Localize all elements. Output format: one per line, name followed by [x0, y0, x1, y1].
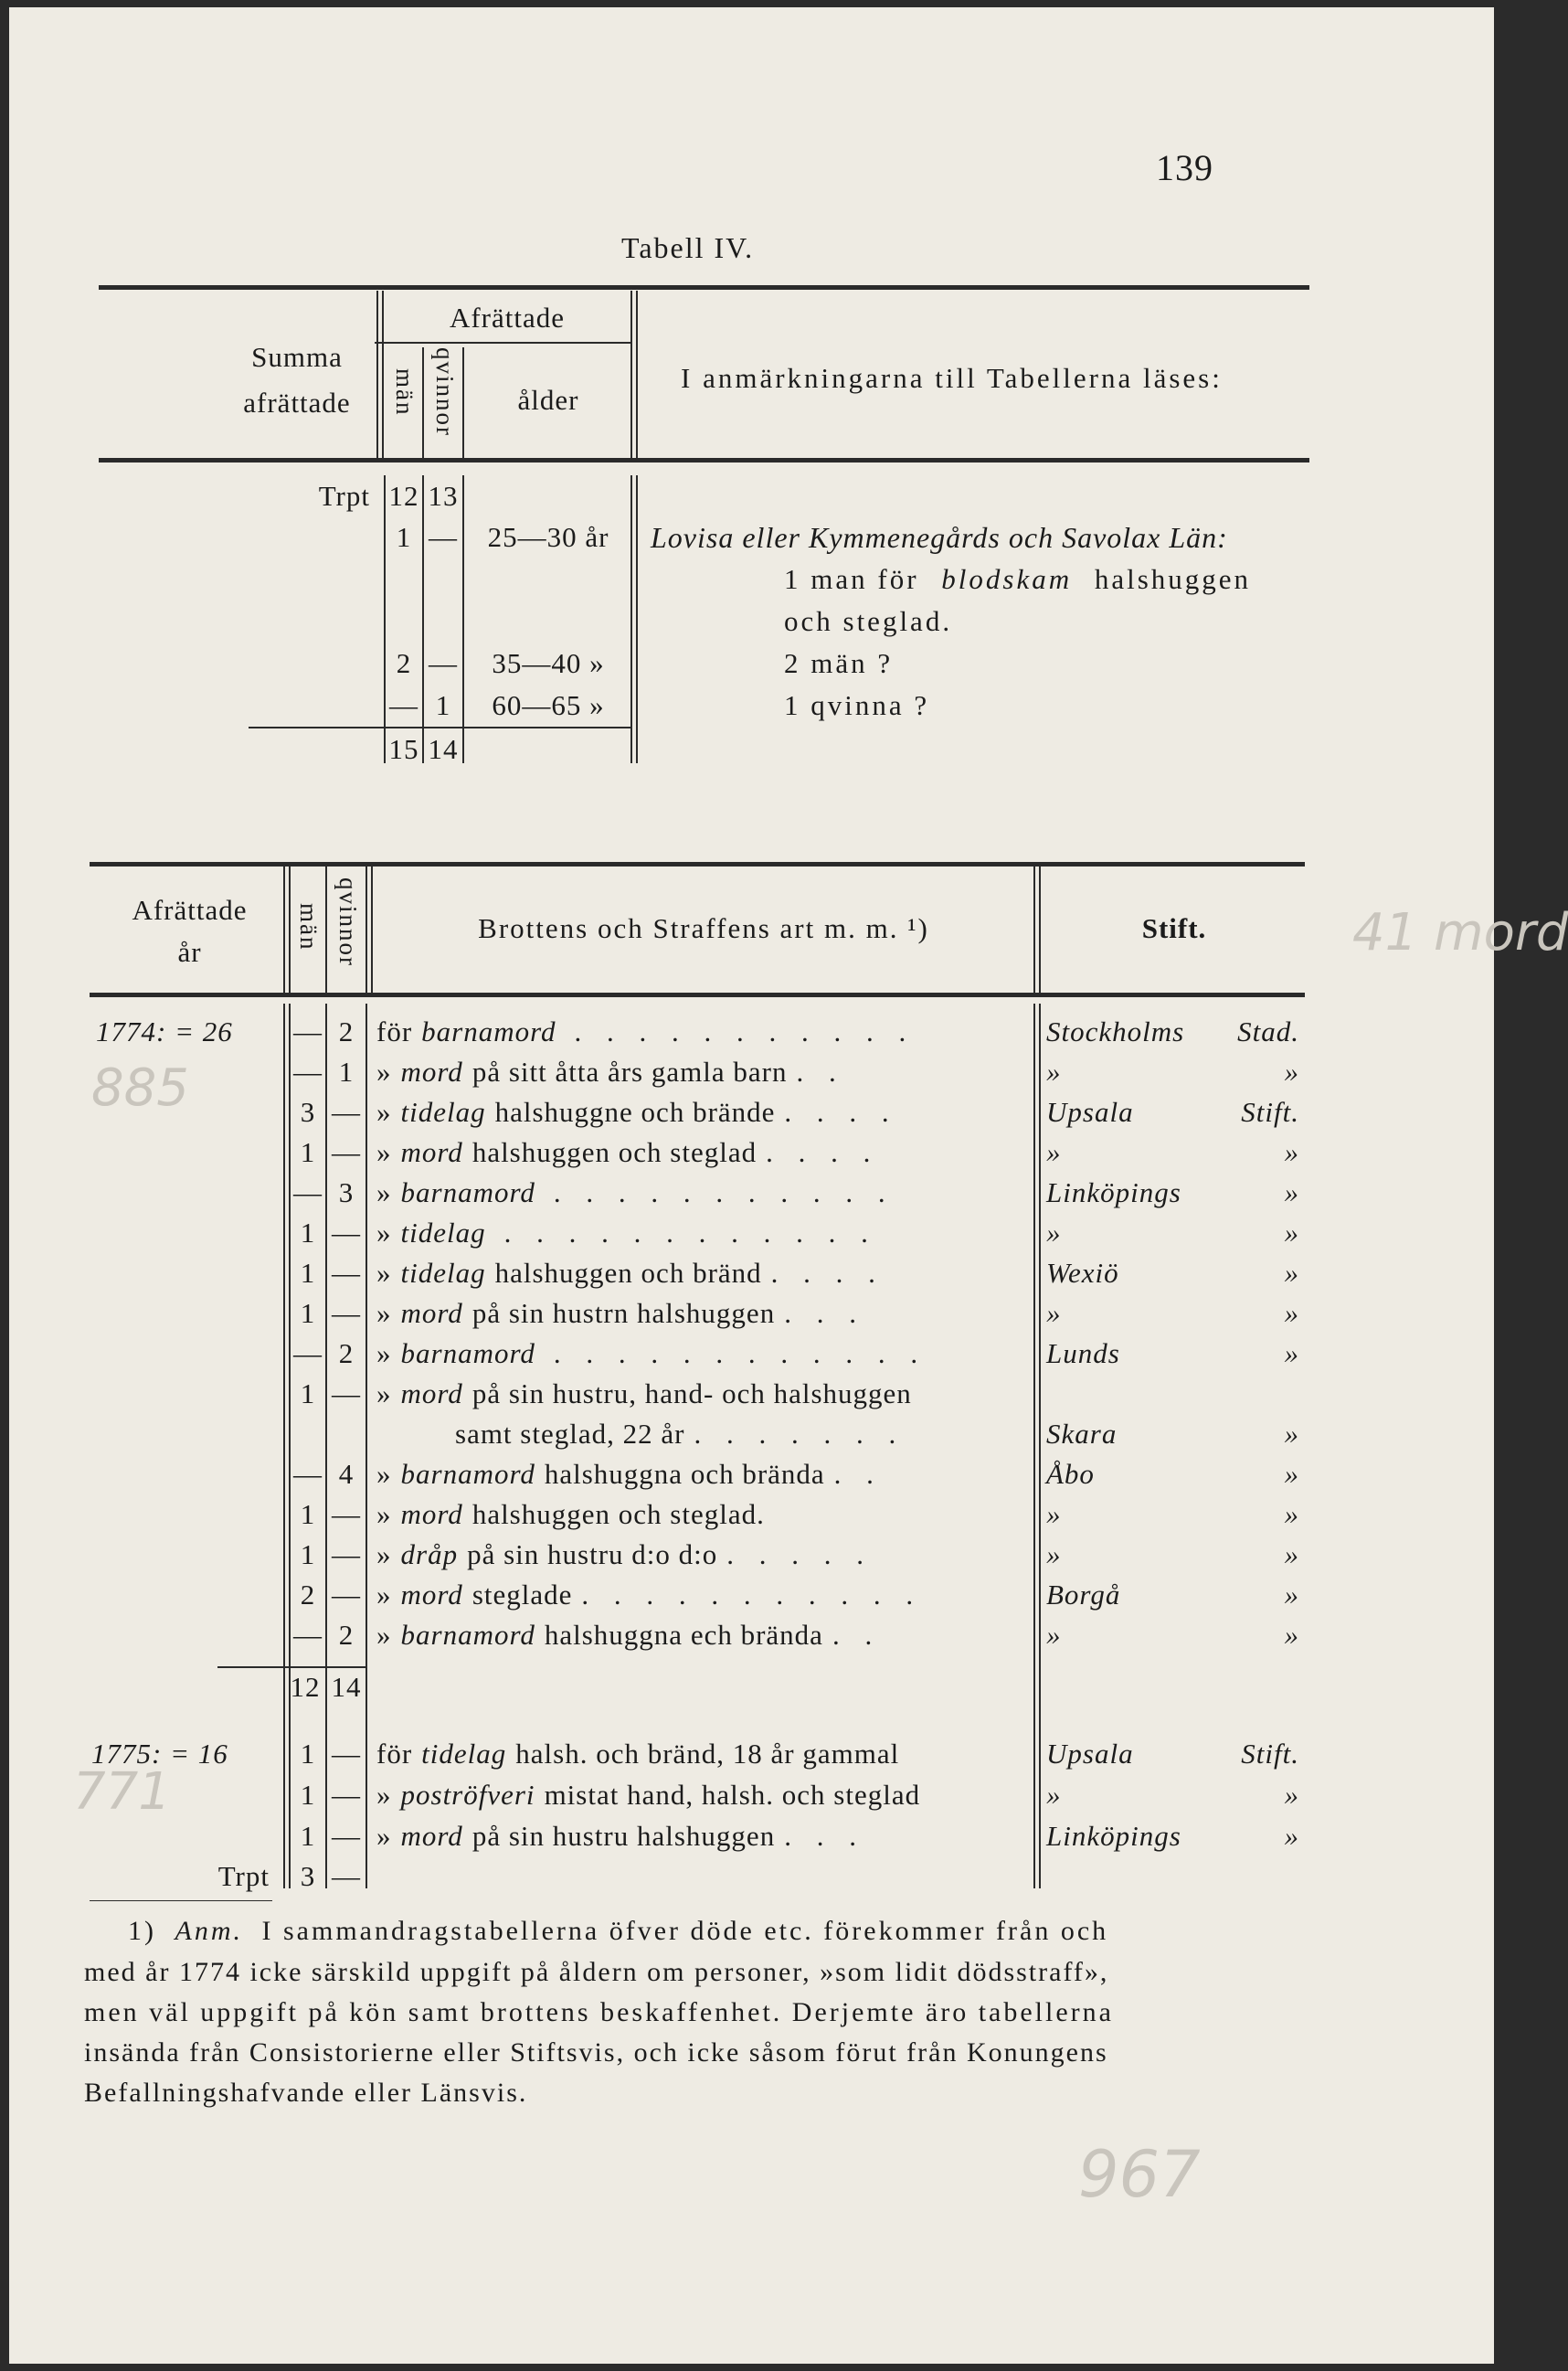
pencil-note-771 — [73, 1762, 171, 1822]
upper-body-vline — [462, 475, 464, 763]
table-title: Tabell IV. — [621, 231, 755, 264]
row-stift: » — [1046, 1498, 1062, 1530]
col-anm-header: I anmärkningarna till Tabellerna läses: — [681, 362, 1223, 394]
row-prefix: » — [376, 1217, 392, 1249]
row-man: 1 — [396, 521, 412, 553]
row-man: 1 — [300, 1377, 316, 1409]
row-prefix: » — [376, 1176, 392, 1208]
lower-vline — [325, 867, 327, 993]
row-rest: på sin hustrn halshuggen — [471, 1297, 776, 1329]
row-description — [376, 1498, 783, 1531]
row-description — [376, 1579, 931, 1611]
year-1775-label: 1775: = 16 — [91, 1738, 228, 1770]
lower-col-ar: år — [177, 936, 202, 968]
row-rest: halshuggen och bränd — [494, 1257, 762, 1289]
upper-header-rule — [99, 458, 1309, 463]
row-stift: » — [1046, 1217, 1062, 1249]
lower-col-qvinnor: qvinnor — [334, 877, 362, 967]
row-man: 1 — [300, 1820, 316, 1852]
row-description — [437, 1418, 914, 1451]
row-crime: mord — [400, 1579, 463, 1611]
row-crime: mord — [400, 1377, 463, 1409]
footnote-anm: Anm. — [175, 1916, 243, 1946]
upper-header-subrule — [375, 342, 632, 344]
upper-vline — [422, 347, 424, 458]
row-stift-2: » — [1284, 1820, 1299, 1852]
row-man: — — [293, 1056, 323, 1088]
row-rest: samt steglad, 22 år — [455, 1418, 685, 1450]
row-stift: » — [1046, 1136, 1062, 1168]
row-crime: tidelag — [400, 1096, 486, 1128]
row-stift: Linköpings — [1046, 1176, 1181, 1208]
lower-vline — [1033, 867, 1035, 993]
scanned-page — [9, 7, 1568, 2364]
row-crime: barnamord — [421, 1015, 556, 1047]
row-crime: tidelag — [400, 1217, 486, 1249]
upper-body-vline — [636, 475, 638, 763]
row-dots: . . . . . . . — [694, 1418, 906, 1450]
lower-body-vline — [366, 1004, 367, 1888]
row-stift: Wexiö — [1046, 1257, 1119, 1289]
row-qv: 1 — [435, 689, 451, 721]
pencil-text: 771 — [73, 1762, 171, 1822]
lower-vline — [289, 867, 291, 993]
row-qv: 2 — [338, 1619, 355, 1651]
note-line-3: 2 män ? — [784, 647, 894, 679]
lower-body-vline — [1033, 1004, 1035, 1888]
page-number: 139 — [1156, 147, 1213, 188]
footnote-text: I sammandragstabellerna öfver döde etc. förekommer från och — [261, 1916, 1109, 1946]
row-dots: . . . . . . . . . . . — [553, 1176, 895, 1208]
row-rest: på sin hustru, hand- och halshuggen — [471, 1377, 912, 1409]
row-qv: — — [332, 1498, 361, 1530]
row-prefix: » — [376, 1579, 392, 1611]
col-alder-header: ålder — [517, 384, 579, 416]
row-dots: . . . . . . . . . . . . — [553, 1337, 927, 1369]
row-prefix: » — [376, 1257, 392, 1289]
footnote-rule — [90, 1900, 272, 1901]
row-dots: . . . . . . . . . . . — [581, 1579, 923, 1611]
upper-vline — [630, 291, 632, 458]
total-qv: 14 — [428, 733, 459, 765]
row-qv: — — [332, 1136, 361, 1168]
upper-body-vline — [630, 475, 632, 763]
row-stift-2: » — [1284, 1176, 1299, 1208]
row-crime: poströfveri — [400, 1779, 535, 1811]
row-qv: — — [332, 1538, 361, 1570]
row-stift-2: » — [1284, 1217, 1299, 1249]
row-crime: mord — [400, 1820, 463, 1852]
row-rest: steglade — [471, 1579, 573, 1611]
lower-vline — [371, 867, 373, 993]
row-qv: — — [332, 1779, 361, 1811]
row-description — [376, 1056, 854, 1089]
lower-trpt-man: 3 — [300, 1860, 316, 1892]
row-stift-2: » — [1284, 1297, 1299, 1329]
row-stift-2: Stift. — [1241, 1096, 1299, 1128]
row-man: 3 — [300, 1096, 316, 1128]
row-description — [376, 1377, 930, 1410]
row-description — [376, 1217, 886, 1249]
row-qv: 4 — [338, 1458, 355, 1490]
row-description — [376, 1176, 904, 1209]
row-man: 1 — [300, 1217, 316, 1249]
row-man: 1 — [300, 1257, 316, 1289]
row-rest: på sin hustru halshuggen — [471, 1820, 776, 1852]
lower-vline — [366, 867, 367, 993]
row-stift: » — [1046, 1779, 1062, 1811]
sum-1774-rule — [217, 1666, 366, 1668]
row-qv: 2 — [338, 1015, 355, 1047]
row-stift-2: » — [1284, 1498, 1299, 1530]
row-prefix: för — [376, 1015, 413, 1047]
row-qv: — — [332, 1217, 361, 1249]
sum-1774-man: 12 — [290, 1671, 321, 1703]
row-stift: Borgå — [1046, 1579, 1121, 1611]
row-stift: Åbo — [1046, 1458, 1095, 1490]
row-qv: — — [429, 647, 458, 679]
lower-trpt-label: Trpt — [217, 1860, 270, 1892]
row-prefix: » — [376, 1136, 392, 1168]
row-qv: — — [332, 1377, 361, 1409]
row-description — [376, 1297, 874, 1330]
row-prefix: för — [376, 1738, 413, 1770]
row-qv: — — [332, 1820, 361, 1852]
trpt-qv: 13 — [428, 480, 459, 512]
year-1774-label: 1774: = 26 — [96, 1015, 233, 1047]
footnote-marker: 1) — [128, 1916, 156, 1946]
row-rest: halsh. och bränd, 18 år gammal — [515, 1738, 900, 1770]
row-dots: . . — [833, 1458, 883, 1490]
row-dots: . . — [796, 1056, 845, 1088]
row-prefix: » — [376, 1779, 392, 1811]
upper-sum-rule — [249, 727, 630, 728]
row-prefix: » — [376, 1619, 392, 1651]
upper-top-rule — [99, 285, 1309, 290]
row-dots: . . . . . . . . . . . . — [503, 1217, 877, 1249]
row-crime: barnamord — [400, 1458, 535, 1490]
row-crime: barnamord — [400, 1337, 535, 1369]
row-qv: — — [332, 1579, 361, 1611]
row-description — [376, 1257, 894, 1290]
row-stift: Upsala — [1046, 1096, 1134, 1128]
footnote-line: med år 1774 icke särskild uppgift på åldern om personer, »som lidit dödsstraff», — [84, 1957, 1109, 1987]
row-stift: Stockholms — [1046, 1015, 1185, 1047]
lower-col-stift: Stift. — [1141, 912, 1207, 944]
lower-vline — [283, 867, 285, 993]
row-description — [376, 1820, 874, 1853]
footnote-line — [128, 1916, 1108, 1947]
upper-vline — [636, 291, 638, 458]
row-description — [376, 1738, 917, 1770]
row-rest: på sitt åtta års gamla barn — [471, 1056, 788, 1088]
row-dots: . . . — [784, 1297, 865, 1329]
sum-1774-qv: 14 — [331, 1671, 362, 1703]
row-qv: 1 — [338, 1056, 355, 1088]
row-crime: dråp — [400, 1538, 459, 1570]
row-rest: mistat hand, halsh. och steglad — [544, 1779, 921, 1811]
footnote-line: men väl uppgift på kön samt brottens beskaffenhet. Derjemte äro tabellerna — [84, 1997, 1114, 2027]
row-age: 25—30 år — [487, 521, 609, 553]
row-description — [376, 1136, 888, 1169]
row-stift-2: » — [1284, 1458, 1299, 1490]
row-stift-2: » — [1284, 1337, 1299, 1369]
row-crime: barnamord — [400, 1619, 535, 1651]
lower-body-vline — [1039, 1004, 1041, 1888]
row-man: — — [293, 1337, 323, 1369]
row-rest: halshuggen och steglad. — [471, 1498, 765, 1530]
row-stift: » — [1046, 1297, 1062, 1329]
pencil-note-967 — [1078, 2137, 1201, 2212]
lower-top-rule — [90, 862, 1305, 867]
note-line-4: 1 qvinna ? — [784, 689, 930, 721]
lower-trpt-qv: — — [332, 1860, 361, 1892]
row-crime: tidelag — [421, 1738, 507, 1770]
row-crime: mord — [400, 1136, 463, 1168]
row-description — [376, 1619, 890, 1652]
lower-body-vline — [283, 1004, 285, 1888]
row-rest: halshuggna och brända — [544, 1458, 825, 1490]
pencil-note-margin — [1352, 903, 1568, 962]
row-man: — — [293, 1458, 323, 1490]
row-qv: 2 — [338, 1337, 355, 1369]
upper-vline — [376, 291, 378, 458]
note-text: halshuggen — [1094, 563, 1252, 595]
note-heading: Lovisa eller Kymmenegårds och Savolax Län: — [651, 521, 1228, 554]
row-qv: — — [332, 1297, 361, 1329]
row-stift-2: » — [1284, 1257, 1299, 1289]
row-rest: halshuggne och brände — [494, 1096, 776, 1128]
lower-col-brott: Brottens och Straffens art m. m. ¹) — [478, 912, 929, 944]
row-rest: på sin hustru d:o d:o — [467, 1538, 718, 1570]
row-dots: . . . . — [770, 1257, 885, 1289]
row-stift-2: » — [1284, 1619, 1299, 1651]
row-prefix: » — [376, 1538, 392, 1570]
row-prefix: » — [376, 1820, 392, 1852]
row-qv: — — [332, 1096, 361, 1128]
row-prefix: » — [376, 1096, 392, 1128]
row-dots: . . . — [784, 1820, 865, 1852]
row-qv: — — [332, 1738, 361, 1770]
row-man: 1 — [300, 1738, 316, 1770]
row-stift: Lunds — [1046, 1337, 1120, 1369]
row-man: 1 — [300, 1498, 316, 1530]
total-man: 15 — [388, 733, 419, 765]
col-summa-header: Summa — [251, 341, 343, 373]
col-man-header: män — [391, 368, 418, 417]
pencil-text: 41 mord — [1352, 903, 1568, 962]
row-stift: Linköpings — [1046, 1820, 1181, 1852]
row-prefix: » — [376, 1337, 392, 1369]
row-crime: mord — [400, 1056, 463, 1088]
row-stift-2: Stad. — [1237, 1015, 1299, 1047]
pencil-text: 967 — [1078, 2137, 1201, 2212]
lower-col-afrattade: Afrättade — [132, 894, 248, 926]
row-age: 60—65 » — [492, 689, 605, 721]
row-prefix: » — [376, 1458, 392, 1490]
row-stift: » — [1046, 1538, 1062, 1570]
footnote-line: Befallningshafvande eller Länsvis. — [84, 2078, 528, 2108]
row-qv: — — [332, 1257, 361, 1289]
row-crime: barnamord — [400, 1176, 535, 1208]
trpt-man: 12 — [388, 480, 419, 512]
row-man: 2 — [300, 1579, 316, 1611]
lower-col-man: män — [295, 903, 323, 952]
row-description — [376, 1096, 907, 1129]
row-stift-2: » — [1284, 1579, 1299, 1611]
note-line-1 — [784, 563, 1251, 596]
upper-vline — [462, 347, 464, 458]
note-line-2: och steglad. — [784, 605, 953, 637]
row-crime: tidelag — [400, 1257, 486, 1289]
row-man: 1 — [300, 1297, 316, 1329]
row-dots: . . . . . . . . . . . — [574, 1015, 916, 1047]
row-man: 2 — [396, 647, 412, 679]
row-description — [376, 1337, 936, 1370]
row-stift-2: Stift. — [1241, 1738, 1299, 1770]
row-stift-2: » — [1284, 1538, 1299, 1570]
upper-body-vline — [422, 475, 424, 763]
row-description — [376, 1015, 924, 1048]
row-rest: halshuggen och steglad — [471, 1136, 758, 1168]
row-stift-2: » — [1284, 1136, 1299, 1168]
note-text: 1 man för — [784, 563, 919, 595]
row-dots: . . . . — [766, 1136, 880, 1168]
row-man: — — [293, 1619, 323, 1651]
row-stift-2: » — [1284, 1418, 1299, 1450]
row-description — [376, 1538, 882, 1571]
row-stift: » — [1046, 1619, 1062, 1651]
row-prefix: » — [376, 1056, 392, 1088]
row-man: — — [293, 1176, 323, 1208]
row-description — [376, 1458, 892, 1491]
col-qvinnor-header: qvinnor — [431, 347, 459, 437]
pencil-text: 885 — [91, 1058, 189, 1118]
row-stift: » — [1046, 1056, 1062, 1088]
row-qv: — — [429, 521, 458, 553]
footnote-line: insända från Consistorierne eller Stiftsvis, och icke såsom förut från Konungens — [84, 2037, 1108, 2068]
row-prefix: » — [376, 1297, 392, 1329]
row-stift: Skara — [1046, 1418, 1118, 1450]
row-dots: . . . . . — [726, 1538, 873, 1570]
row-qv: 3 — [338, 1176, 355, 1208]
lower-vline — [1039, 867, 1041, 993]
col-summa-header-2: afrättade — [243, 387, 351, 419]
row-prefix: » — [376, 1498, 392, 1530]
row-stift-2: » — [1284, 1779, 1299, 1811]
row-stift-2: » — [1284, 1056, 1299, 1088]
row-age: 35—40 » — [492, 647, 605, 679]
row-description — [376, 1779, 938, 1812]
trpt-label: Trpt — [318, 480, 370, 512]
row-prefix: » — [376, 1377, 392, 1409]
row-man: 1 — [300, 1779, 316, 1811]
lower-header-rule — [90, 993, 1305, 997]
row-crime: mord — [400, 1498, 463, 1530]
row-dots: . . . . — [784, 1096, 898, 1128]
note-text-italic: blodskam — [941, 563, 1073, 595]
row-man: — — [389, 689, 418, 721]
pencil-note-885 — [91, 1058, 189, 1118]
row-stift: Upsala — [1046, 1738, 1134, 1770]
row-man: 1 — [300, 1538, 316, 1570]
row-rest: halshuggna ech brända — [544, 1619, 823, 1651]
row-man: — — [293, 1015, 323, 1047]
row-man: 1 — [300, 1136, 316, 1168]
row-dots: . . — [832, 1619, 882, 1651]
row-crime: mord — [400, 1297, 463, 1329]
col-afrattade-header: Afrättade — [449, 302, 566, 334]
